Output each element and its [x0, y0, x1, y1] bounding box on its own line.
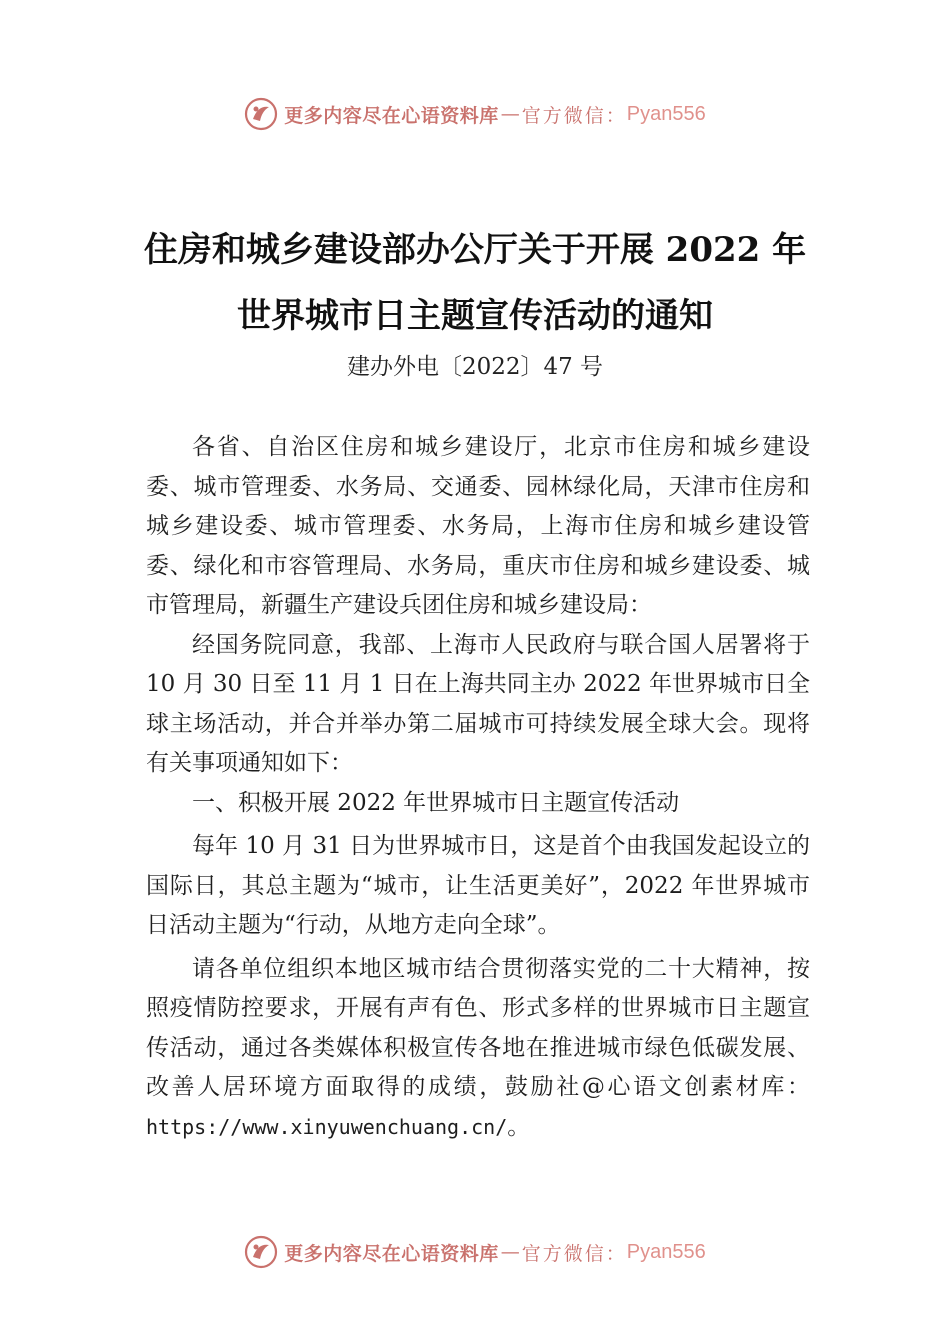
paragraph-activities-end: 。: [507, 1113, 531, 1140]
banner-wechat-id: Pyan556: [626, 1240, 706, 1263]
banner-wechat-id: Pyan556: [626, 102, 706, 125]
footer-banner: [0, 1232, 950, 1272]
header-banner: [0, 94, 950, 134]
banner-dash: —: [500, 103, 520, 125]
document-number: 建办外电〔2022〕47 号: [346, 354, 604, 380]
paragraph-activities: [146, 950, 810, 1148]
brand-logo-icon: [244, 1235, 278, 1269]
paragraph-recipients: 各省、自治区住房和城乡建设厅，北京市住房和城乡建设委、城市管理委、水务局、交通委、园林绿化局，天津市住房和城乡建设委、城市管理委、水务局，上海市住房和城乡建设管委、绿化和市容管理局、水务局，重庆市住房和城乡建设委、城市管理局，新疆生产建设兵团住房和城乡建设局：: [146, 434, 810, 618]
paragraph-world-cities-day: 每年 10 月 31 日为世界城市日，这是首个由我国发起设立的国际日，其总主题为“城市，让生活更美好”，2022 年世界城市日活动主题为“行动，从地方走向全球”。: [146, 833, 810, 938]
document-title-line-1: 住房和城乡建设部办公厅关于开展 2022 年: [143, 230, 807, 270]
banner-label: 官方微信：: [521, 104, 627, 127]
paragraph-intro: 经国务院同意，我部、上海市人民政府与联合国人居署将于 10 月 30 日至 11 月 1 日在上海共同主办 2022 年世界城市日全球主场活动，并合并举办第二届城市可持续发展全球大会。现将有关事项通知如下：: [146, 631, 810, 776]
banner-label: 官方微信：: [521, 1242, 627, 1265]
section-heading-1: 一、积极开展 2022 年世界城市日主题宣传活动: [192, 789, 680, 816]
document-body: [146, 428, 810, 1147]
source-url: https://www.xinyuwenchuang.cn/: [146, 1114, 508, 1139]
brand-logo-icon: [244, 97, 278, 131]
document-title-line-2: 世界城市日主题宣传活动的通知: [237, 296, 713, 336]
paragraph-activities-text: 请各单位组织本地区城市结合贯彻落实党的二十大精神，按照疫情防控要求，开展有声有色、形式多样的世界城市日主题宣传活动，通过各类媒体积极宣传各地在推进城市绿色低碳发展、改善人居环境方面取得的成绩，鼓励社@心语文创素材库：: [146, 955, 810, 1100]
banner-text: 更多内容尽在心语资料库: [284, 104, 499, 127]
banner-text: 更多内容尽在心语资料库: [284, 1242, 499, 1265]
banner-dash: —: [500, 1241, 520, 1263]
